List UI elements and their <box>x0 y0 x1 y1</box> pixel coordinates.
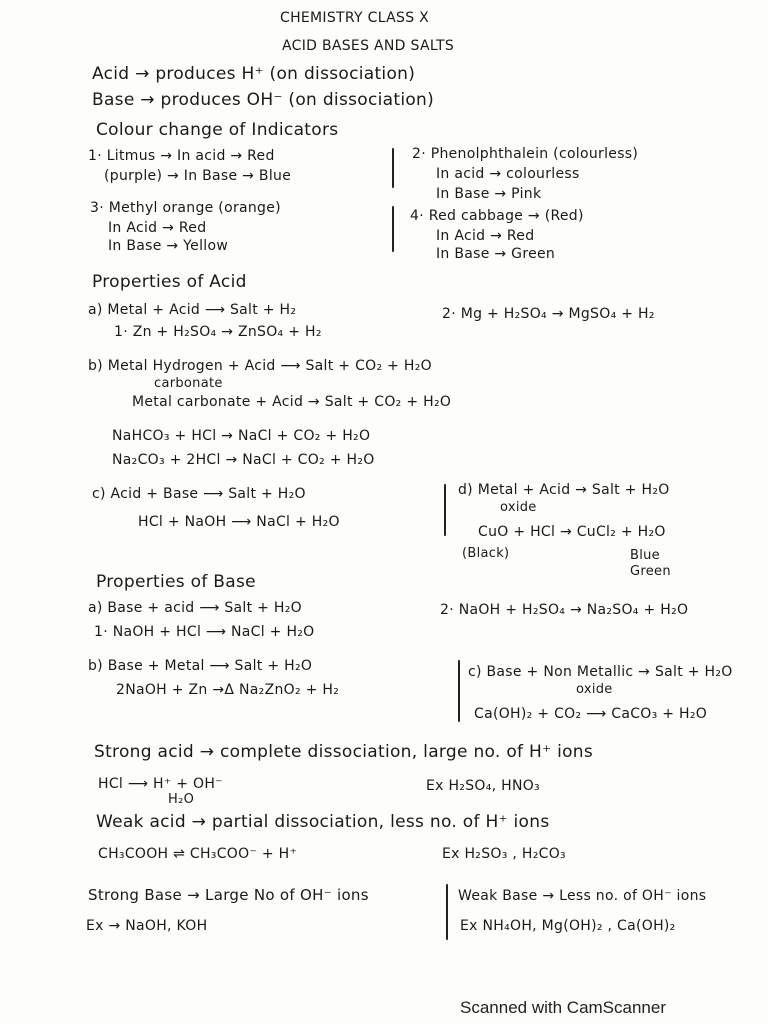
base-prop-b: b) Base + Metal ⟶ Salt + H₂O <box>88 658 313 674</box>
weak-acid-line: Weak acid → partial dissociation, less no. of H⁺ ions <box>96 812 550 832</box>
methyl-orange-line-1: 3· Methyl orange (orange) <box>90 200 281 216</box>
weak-acid-examples: Ex H₂SO₃ , H₂CO₃ <box>442 846 566 862</box>
red-cabbage-line-1: 4· Red cabbage → (Red) <box>410 208 584 224</box>
acid-prop-c-example: HCl + NaOH ⟶ NaCl + H₂O <box>138 514 340 530</box>
acid-prop-a-example-1: 1· Zn + H₂SO₄ → ZnSO₄ + H₂ <box>114 324 322 340</box>
base-strength-divider <box>446 884 448 940</box>
indicators-divider-bottom <box>392 206 394 252</box>
strong-acid-examples: Ex H₂SO₄, HNO₃ <box>426 778 540 794</box>
weak-base-line: Weak Base → Less no. of OH⁻ ions <box>458 888 707 904</box>
acid-properties-heading: Properties of Acid <box>92 272 247 292</box>
acid-props-divider <box>444 484 446 536</box>
acid-prop-a-example-2: 2· Mg + H₂SO₄ → MgSO₄ + H₂ <box>442 306 655 322</box>
strong-acid-line: Strong acid → complete dissociation, large no. of H⁺ ions <box>94 742 594 762</box>
base-prop-a: a) Base + acid ⟶ Salt + H₂O <box>88 600 302 616</box>
acid-prop-b-line-3: Metal carbonate + Acid → Salt + CO₂ + H₂O <box>132 394 452 410</box>
phenolphthalein-line-2: In acid → colourless <box>436 166 580 182</box>
indicators-divider-top <box>392 148 394 188</box>
acid-prop-b-carbonate: carbonate <box>154 376 223 391</box>
base-props-divider <box>458 660 460 722</box>
phenolphthalein-line-1: 2· Phenolphthalein (colourless) <box>412 146 639 162</box>
weak-acid-equation: CH₃COOH ⇌ CH₃COO⁻ + H⁺ <box>98 846 298 862</box>
base-prop-b-example: 2NaOH + Zn →Δ Na₂ZnO₂ + H₂ <box>116 682 340 698</box>
base-properties-heading: Properties of Base <box>96 572 256 592</box>
litmus-line-1: 1· Litmus → In acid → Red <box>88 148 275 164</box>
page-subtitle: ACID BASES AND SALTS <box>282 38 455 54</box>
acid-prop-d-green: Green <box>630 564 671 579</box>
acid-prop-d-blue: Blue <box>630 548 660 563</box>
base-prop-c: c) Base + Non Metallic → Salt + H₂O <box>468 664 733 680</box>
acid-prop-d-oxide: oxide <box>500 500 537 515</box>
litmus-line-2: (purple) → In Base → Blue <box>104 168 292 184</box>
methyl-orange-line-2: In Acid → Red <box>108 220 207 236</box>
base-prop-a-example-1: 1· NaOH + HCl ⟶ NaCl + H₂O <box>94 624 315 640</box>
acid-prop-b: b) Metal Hydrogen + Acid ⟶ Salt + CO₂ + H₂O <box>88 358 432 374</box>
acid-prop-b-example-1: NaHCO₃ + HCl → NaCl + CO₂ + H₂O <box>112 428 371 444</box>
weak-base-examples: Ex NH₄OH, Mg(OH)₂ , Ca(OH)₂ <box>460 918 676 934</box>
red-cabbage-line-2: In Acid → Red <box>436 228 535 244</box>
indicators-heading: Colour change of Indicators <box>96 120 339 140</box>
acid-prop-d-example: CuO + HCl → CuCl₂ + H₂O <box>478 524 666 540</box>
acid-prop-d: d) Metal + Acid → Salt + H₂O <box>458 482 670 498</box>
acid-definition: Acid → produces H⁺ (on dissociation) <box>92 64 416 84</box>
scanner-watermark: Scanned with CamScanner <box>460 998 667 1017</box>
methyl-orange-line-3: In Base → Yellow <box>108 238 229 254</box>
base-prop-a-example-2: 2· NaOH + H₂SO₄ → Na₂SO₄ + H₂O <box>440 602 689 618</box>
base-definition: Base → produces OH⁻ (on dissociation) <box>92 90 435 110</box>
acid-prop-a: a) Metal + Acid ⟶ Salt + H₂ <box>88 302 297 318</box>
strong-base-examples: Ex → NaOH, KOH <box>86 918 208 934</box>
strong-acid-equation: HCl ⟶ H⁺ + OH⁻ <box>98 776 223 792</box>
base-prop-c-example: Ca(OH)₂ + CO₂ ⟶ CaCO₃ + H₂O <box>474 706 708 722</box>
phenolphthalein-line-3: In Base → Pink <box>436 186 542 202</box>
acid-prop-d-black: (Black) <box>462 546 510 561</box>
red-cabbage-line-3: In Base → Green <box>436 246 556 262</box>
base-prop-c-oxide: oxide <box>576 682 613 697</box>
strong-acid-water: H₂O <box>168 792 195 807</box>
acid-prop-c: c) Acid + Base ⟶ Salt + H₂O <box>92 486 306 502</box>
strong-base-line: Strong Base → Large No of OH⁻ ions <box>88 886 369 904</box>
acid-prop-b-example-2: Na₂CO₃ + 2HCl → NaCl + CO₂ + H₂O <box>112 452 375 468</box>
page-title: CHEMISTRY CLASS X <box>280 10 430 26</box>
